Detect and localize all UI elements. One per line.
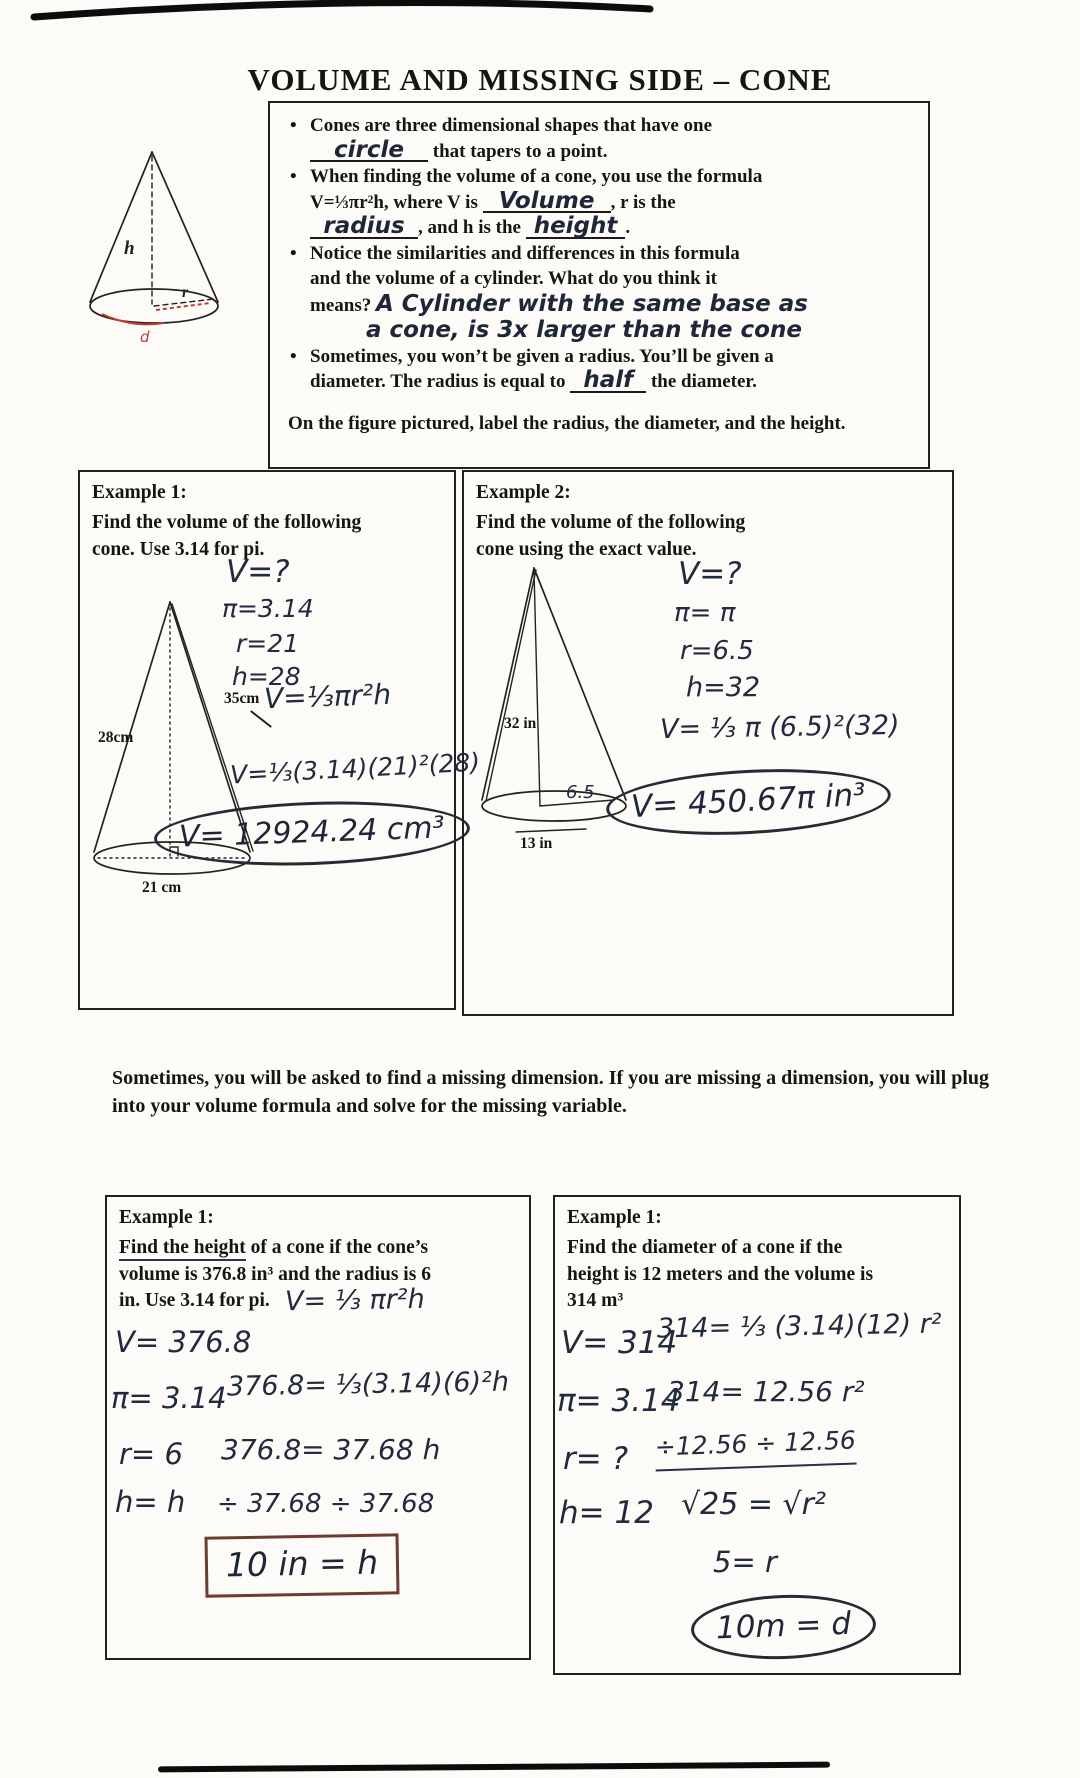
- work-pi-value: π= π: [674, 598, 736, 628]
- example1-slant-label: 35cm: [224, 690, 260, 707]
- work-radius-result: 5= r: [713, 1545, 777, 1579]
- handwritten-radius: radius: [323, 213, 405, 239]
- intro-bullet-circle: [286, 113, 914, 164]
- bullet4-post: the diameter.: [650, 371, 757, 392]
- main-cone-figure: [68, 140, 238, 355]
- work-simplified: 314= 12.56 r²: [667, 1375, 865, 1408]
- example-box-3: [105, 1195, 531, 1660]
- bullet2-period: .: [625, 217, 631, 238]
- handwritten-half: half: [583, 367, 634, 393]
- intro-footer: On the figure pictured, label the radius, the diameter, and the height.: [288, 412, 846, 434]
- blank-height: [526, 213, 626, 239]
- example1-prompt-line2: cone. Use 3.14 for pi.: [92, 538, 265, 560]
- given-volume: V= 376.8: [115, 1325, 252, 1359]
- given-volume: V= 314: [561, 1325, 678, 1361]
- example-box-2: [462, 470, 954, 1016]
- work-substitution: 314= ⅓ (3.14)(12) r²: [656, 1308, 942, 1345]
- handwritten-height: height: [533, 213, 618, 239]
- example4-prompt-line1: Find the diameter of a cone if the: [567, 1237, 843, 1258]
- example3-prompt-line1: [119, 1235, 431, 1262]
- bullet2-mid2: , r is the: [610, 191, 676, 213]
- page-title: VOLUME AND MISSING SIDE – CONE: [247, 62, 833, 97]
- bullet4-line1: Sometimes, you won’t be given a radius. You’ll be given a: [310, 345, 774, 367]
- example1-diameter-label: 21 cm: [142, 879, 182, 896]
- bullet2-mid3: , and h is the: [418, 217, 521, 238]
- example2-answer: V= 450.67π in³: [630, 776, 867, 826]
- example3-prompt-rest1: of a cone if the cone’s: [250, 1237, 429, 1258]
- handwritten-circle: circle: [334, 136, 404, 163]
- given-radius: r= 6: [119, 1437, 183, 1471]
- blank-circle: [310, 136, 428, 163]
- example4-prompt: [567, 1235, 873, 1315]
- radius-label: r: [182, 284, 189, 301]
- bullet3-line2: and the volume of a cylinder. What do you think it: [310, 268, 717, 289]
- blank-radius: [310, 213, 418, 239]
- bullet3-line1: Notice the similarities and differences in this formula: [310, 242, 740, 264]
- work-divide-row: ÷12.56 ÷ 12.56: [654, 1426, 856, 1472]
- work-v-question: V=?: [678, 556, 742, 592]
- example2-height-label: 32 in: [504, 715, 537, 732]
- example2-prompt-line2: cone using the exact value.: [476, 538, 697, 560]
- example3-answer: 10 in = h: [225, 1542, 379, 1585]
- photo-bottom-edge: [158, 1762, 830, 1773]
- work-v-question: V=?: [226, 554, 290, 590]
- work-radius-value: r=21: [236, 629, 300, 658]
- example2-diameter-label: 13 in: [520, 835, 553, 852]
- intro-box: [268, 101, 930, 469]
- work-substitution: 376.8= ⅓(3.14)(6)²h: [226, 1366, 510, 1403]
- work-divide-row: ÷ 37.68 ÷ 37.68: [217, 1489, 435, 1519]
- blank-volume: [483, 187, 611, 214]
- example2-radius-handwritten: 6.5: [566, 782, 595, 803]
- given-height: h= h: [115, 1485, 186, 1519]
- example3-answer-box: [204, 1533, 399, 1597]
- example3-prompt-line2: volume is 376.8 in³ and the radius is 6: [119, 1263, 431, 1285]
- work-radius-value: r=6.5: [680, 636, 754, 666]
- given-radius: r= ?: [563, 1441, 629, 1477]
- work-formula: V=⅓πr²h: [263, 677, 392, 716]
- middle-paragraph: Sometimes, you will be asked to find a missing dimension. If you are missing a dimension, you will plug into your volume formula and solve for the missing variable.: [112, 1067, 989, 1117]
- bullet4-line2: diameter. The radius is equal to: [310, 371, 566, 392]
- work-square-root: √25 = √r²: [681, 1487, 826, 1522]
- example2-label: Example 2:: [476, 482, 571, 503]
- example1-answer: V= 12924.24 cm³: [178, 810, 446, 855]
- bullet1-text: Cones are three dimensional shapes that have one: [310, 115, 713, 136]
- bullet2-mid1: where V is: [393, 191, 478, 213]
- work-pi-value: π=3.14: [222, 594, 314, 623]
- blank-half: [570, 367, 646, 393]
- bullet1-post: that tapers to a point.: [432, 140, 608, 162]
- work-formula: V= ⅓ πr²h: [284, 1283, 425, 1318]
- handwritten-volume: Volume: [498, 187, 595, 214]
- given-height: h= 12: [559, 1495, 654, 1531]
- volume-formula: V=⅓πr²h,: [310, 191, 389, 213]
- intro-bullet-diameter: [286, 344, 914, 395]
- handwritten-compare-2: a cone, is 3x larger than the cone: [366, 317, 802, 343]
- example3-label: Example 1:: [119, 1207, 214, 1228]
- example4-prompt-line3: 314 m³: [567, 1290, 624, 1311]
- handwritten-compare-1: A Cylinder with the same base as: [375, 290, 808, 317]
- example2-prompt-line1: Find the volume of the following: [476, 512, 746, 533]
- intro-bullet-list: [286, 113, 914, 395]
- photo-top-edge: [22, 0, 662, 24]
- intro-bullet-formula: [286, 164, 914, 241]
- example1-height-label: 28cm: [98, 729, 134, 746]
- work-height-value: h=32: [686, 672, 761, 703]
- work-simplified: 376.8= 37.68 h: [221, 1433, 441, 1466]
- work-substitution: V= ⅓ π (6.5)²(32): [659, 709, 900, 746]
- example1-label: Example 1:: [92, 482, 187, 503]
- given-pi: π= 3.14: [111, 1381, 227, 1415]
- intro-bullet-compare: [286, 241, 914, 344]
- work-height-value: h=28: [232, 662, 301, 691]
- underlined-find-the-height: Find the height: [119, 1237, 246, 1261]
- work-substitution: V=⅓(3.14)(21)²(28): [229, 747, 481, 790]
- bullet3-line3: means?: [310, 294, 372, 316]
- example4-prompt-line2: height is 12 meters and the volume is: [567, 1263, 874, 1285]
- given-pi: π= 3.14: [557, 1383, 681, 1419]
- example4-label: Example 1:: [567, 1207, 662, 1228]
- example4-answer-oval: [690, 1592, 877, 1662]
- example-box-4: [553, 1195, 961, 1675]
- height-label: h: [124, 238, 135, 259]
- bullet2-line1: When finding the volume of a cone, you use the formula: [310, 166, 763, 187]
- example1-prompt-line1: Find the volume of the following: [92, 512, 362, 533]
- diameter-mark: d: [140, 328, 150, 346]
- example3-prompt-line3: in. Use 3.14 for pi.: [119, 1290, 270, 1311]
- example-box-1: [78, 470, 481, 1010]
- example4-answer: 10m = d: [715, 1605, 852, 1647]
